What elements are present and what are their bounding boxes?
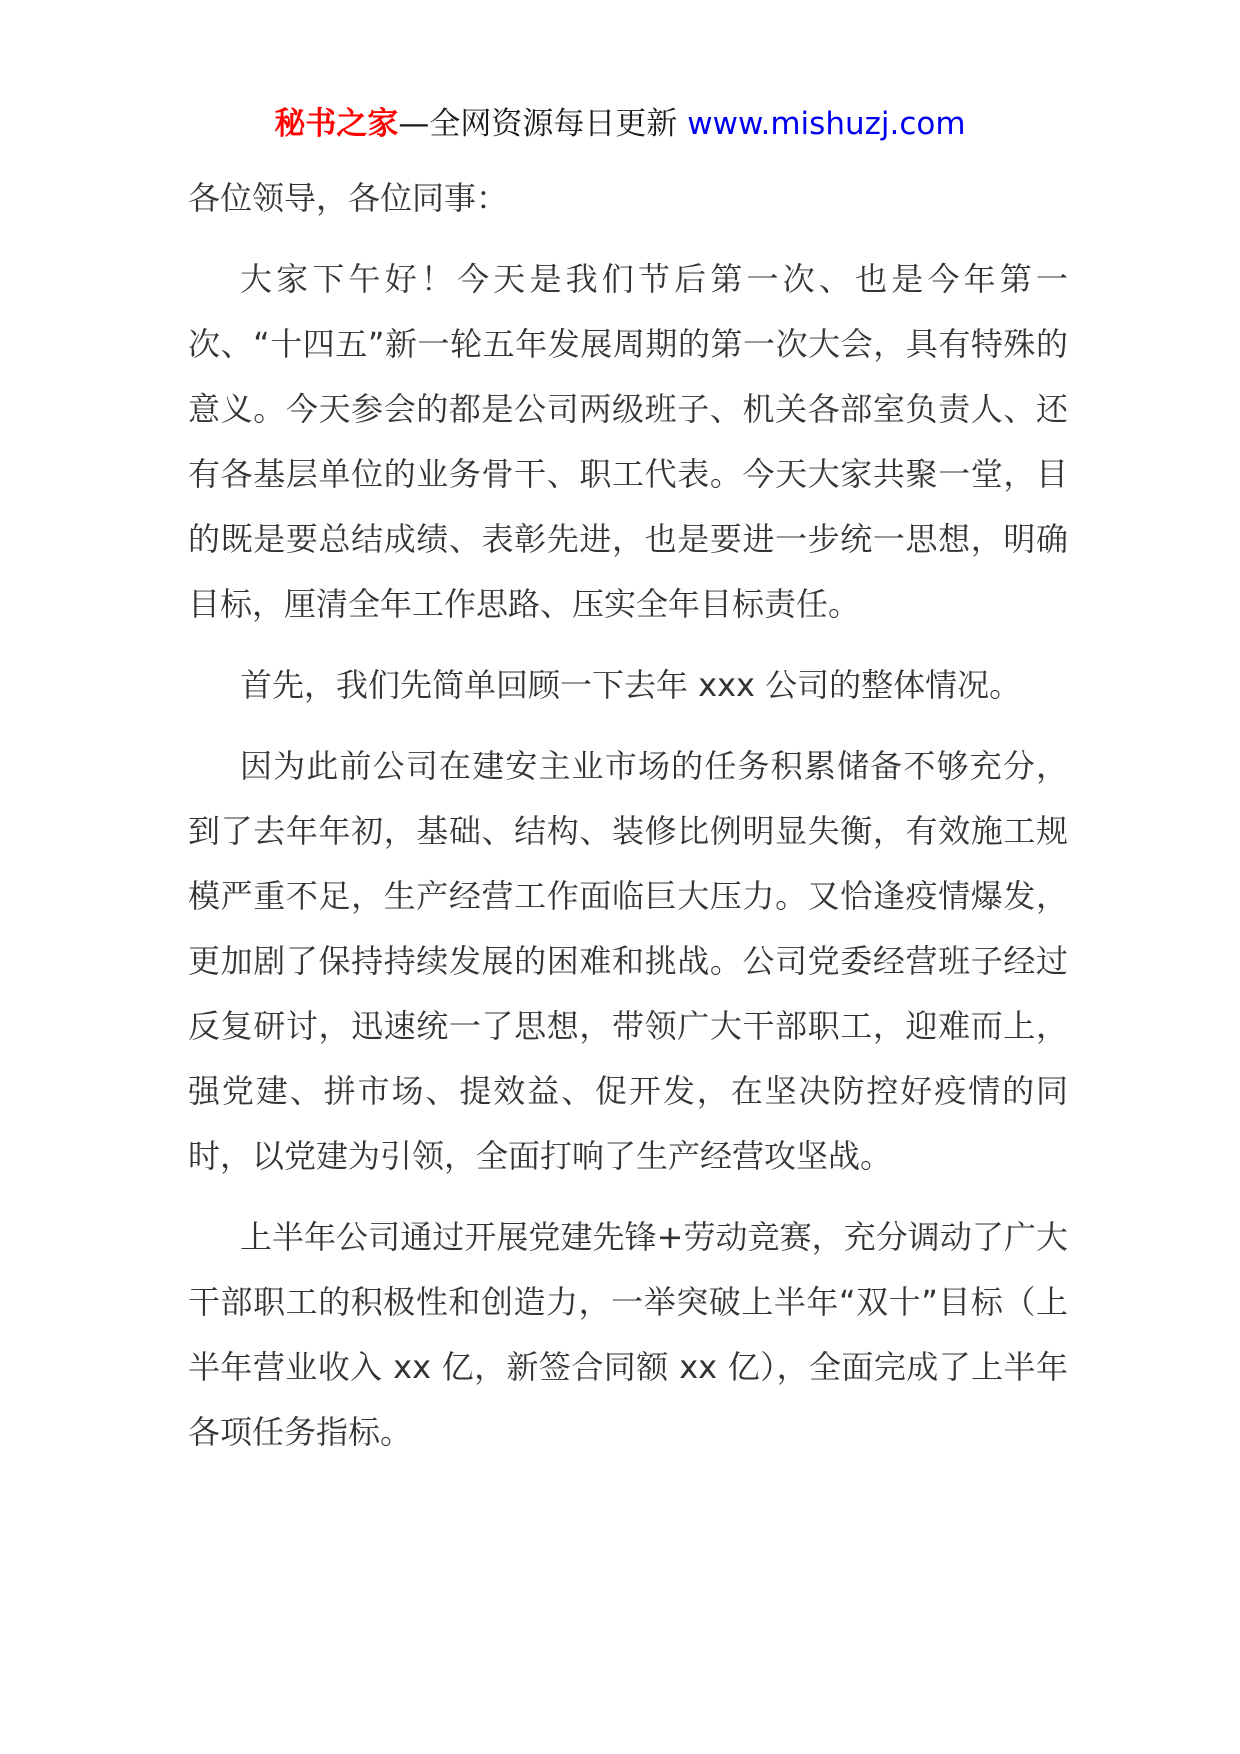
paragraph: 因为此前公司在建安主业市场的任务积累储备不够充分，到了去年年初，基础、结构、装修比例明显失衡，有效施工规模严重不足，生产经营工作面临巨大压力。又恰逢疫情爆发，更加剧了保持持续发展的困难和挑战。公司党委经营班子经过反复研讨，迅速统一了思想，带领广大干部职工，迎难而上，强党建、拼市场、提效益、促开发，在坚决防控好疫情的同时，以党建为引领，全面打响了生产经营攻坚战。: [188, 747, 1068, 1175]
paragraph: 大家下午好！今天是我们节后第一次、也是今年第一次、“十四五”新一轮五年发展周期的第一次大会，具有特殊的意义。今天参会的都是公司两级班子、机关各部室负责人、还有各基层单位的业务骨干、职工代表。今天大家共聚一堂，目的既是要总结成绩、表彰先进，也是要进一步统一思想，明确目标，厘清全年工作思路、压实全年目标责任。: [188, 260, 1068, 623]
site-url-link[interactable]: www.mishuzj.com: [687, 106, 966, 142]
header-tagline: —全网资源每日更新: [398, 106, 678, 142]
document-body: [188, 166, 1068, 1481]
site-header: [0, 100, 1240, 148]
brand-name: 秘书之家: [274, 106, 399, 142]
paragraph: 首先，我们先简单回顾一下去年 xxx 公司的整体情况。: [240, 666, 1022, 704]
paragraph: 上半年公司通过开展党建先锋+劳动竞赛，充分调动了广大干部职工的积极性和创造力，一举突破上半年“双十”目标（上半年营业收入 xx 亿，新签合同额 xx 亿），全面完成了上半年各项任务指标。: [188, 1218, 1068, 1451]
salutation: 各位领导，各位同事：: [188, 179, 509, 217]
